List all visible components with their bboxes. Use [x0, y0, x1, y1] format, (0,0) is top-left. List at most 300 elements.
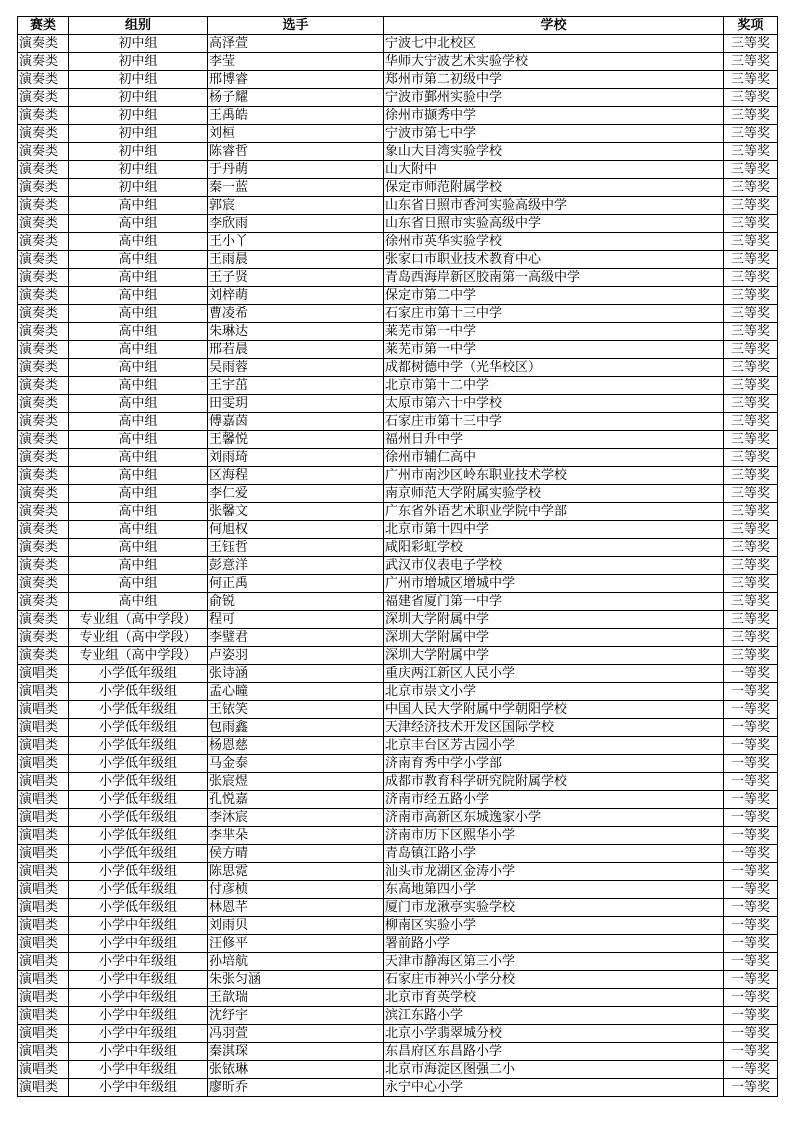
school-cell: 北京丰台区芳古园小学 — [384, 737, 724, 755]
group-cell: 专业组（高中学段） — [69, 611, 208, 629]
award-cell: 三等奖 — [724, 323, 778, 341]
school-cell: 张家口市职业技术教育中心 — [384, 251, 724, 269]
school-cell: 成都市教育科学研究院附属学校 — [384, 773, 724, 791]
table-row — [18, 899, 778, 917]
table-row — [18, 53, 778, 71]
group-cell: 高中组 — [69, 377, 208, 395]
award-cell: 三等奖 — [724, 485, 778, 503]
player-cell: 王宇茁 — [208, 377, 384, 395]
school-cell: 福建省厦门第一中学 — [384, 593, 724, 611]
group-cell: 初中组 — [69, 179, 208, 197]
table-row — [18, 251, 778, 269]
category-cell: 演奏类 — [18, 179, 69, 197]
group-cell: 小学低年级组 — [69, 719, 208, 737]
table-body — [18, 35, 778, 1097]
table-row — [18, 701, 778, 719]
category-cell: 演奏类 — [18, 89, 69, 107]
group-cell: 小学中年级组 — [69, 971, 208, 989]
school-cell: 山大附中 — [384, 161, 724, 179]
group-cell: 小学中年级组 — [69, 1079, 208, 1097]
school-cell: 广州市增城区增城中学 — [384, 575, 724, 593]
award-cell: 三等奖 — [724, 593, 778, 611]
group-cell: 小学中年级组 — [69, 1061, 208, 1079]
table-row — [18, 359, 778, 377]
table-row — [18, 719, 778, 737]
table-row — [18, 395, 778, 413]
player-cell: 于丹萌 — [208, 161, 384, 179]
award-cell: 一等奖 — [724, 755, 778, 773]
school-cell: 东昌府区东昌路小学 — [384, 1043, 724, 1061]
school-cell: 天津市静海区第三小学 — [384, 953, 724, 971]
table-row — [18, 341, 778, 359]
category-cell: 演奏类 — [18, 233, 69, 251]
player-cell: 陈思霓 — [208, 863, 384, 881]
group-cell: 高中组 — [69, 341, 208, 359]
group-cell: 小学低年级组 — [69, 773, 208, 791]
category-cell: 演奏类 — [18, 521, 69, 539]
table-row — [18, 35, 778, 53]
category-cell: 演唱类 — [18, 665, 69, 683]
category-cell: 演奏类 — [18, 647, 69, 665]
award-cell: 三等奖 — [724, 89, 778, 107]
school-cell: 济南市历下区熙华小学 — [384, 827, 724, 845]
school-cell: 滨江东路小学 — [384, 1007, 724, 1025]
player-cell: 孟心瞳 — [208, 683, 384, 701]
player-cell: 汪修平 — [208, 935, 384, 953]
school-cell: 莱芜市第一中学 — [384, 323, 724, 341]
table-row — [18, 845, 778, 863]
player-cell: 刘桓 — [208, 125, 384, 143]
category-cell: 演唱类 — [18, 863, 69, 881]
player-cell: 刘雨贝 — [208, 917, 384, 935]
table-row — [18, 557, 778, 575]
player-cell: 王铱笑 — [208, 701, 384, 719]
award-cell: 一等奖 — [724, 827, 778, 845]
group-cell: 高中组 — [69, 359, 208, 377]
group-cell: 高中组 — [69, 521, 208, 539]
table-row — [18, 809, 778, 827]
table-row — [18, 161, 778, 179]
group-cell: 小学低年级组 — [69, 827, 208, 845]
header-award: 奖项 — [724, 17, 778, 35]
award-cell: 一等奖 — [724, 881, 778, 899]
category-cell: 演唱类 — [18, 683, 69, 701]
award-cell: 三等奖 — [724, 503, 778, 521]
school-cell: 徐州市撷秀中学 — [384, 107, 724, 125]
player-cell: 俞锐 — [208, 593, 384, 611]
school-cell: 青岛镇江路小学 — [384, 845, 724, 863]
player-cell: 刘梓萌 — [208, 287, 384, 305]
award-cell: 一等奖 — [724, 1007, 778, 1025]
school-cell: 华师大宁波艺术实验学校 — [384, 53, 724, 71]
group-cell: 高中组 — [69, 251, 208, 269]
award-cell: 一等奖 — [724, 809, 778, 827]
group-cell: 小学中年级组 — [69, 935, 208, 953]
table-row — [18, 683, 778, 701]
player-cell: 吴雨蓉 — [208, 359, 384, 377]
table-row — [18, 737, 778, 755]
table-row — [18, 647, 778, 665]
group-cell: 初中组 — [69, 71, 208, 89]
table-row — [18, 593, 778, 611]
category-cell: 演奏类 — [18, 53, 69, 71]
group-cell: 初中组 — [69, 35, 208, 53]
award-cell: 一等奖 — [724, 1025, 778, 1043]
table-row — [18, 107, 778, 125]
group-cell: 小学中年级组 — [69, 1025, 208, 1043]
group-cell: 小学低年级组 — [69, 755, 208, 773]
player-cell: 王子贤 — [208, 269, 384, 287]
school-cell: 北京市育英学校 — [384, 989, 724, 1007]
player-cell: 杨子耀 — [208, 89, 384, 107]
award-cell: 一等奖 — [724, 719, 778, 737]
category-cell: 演唱类 — [18, 827, 69, 845]
table-row — [18, 413, 778, 431]
player-cell: 张宸煜 — [208, 773, 384, 791]
award-cell: 一等奖 — [724, 1079, 778, 1097]
school-cell: 济南市经五路小学 — [384, 791, 724, 809]
category-cell: 演唱类 — [18, 719, 69, 737]
school-cell: 重庆两江新区人民小学 — [384, 665, 724, 683]
award-cell: 三等奖 — [724, 125, 778, 143]
player-cell: 李仁爱 — [208, 485, 384, 503]
group-cell: 初中组 — [69, 53, 208, 71]
award-cell: 三等奖 — [724, 179, 778, 197]
group-cell: 高中组 — [69, 557, 208, 575]
table-row — [18, 503, 778, 521]
award-cell: 三等奖 — [724, 251, 778, 269]
player-cell: 曹凌希 — [208, 305, 384, 323]
player-cell: 李欣雨 — [208, 215, 384, 233]
table-row — [18, 539, 778, 557]
award-cell: 三等奖 — [724, 35, 778, 53]
award-cell: 三等奖 — [724, 197, 778, 215]
category-cell: 演唱类 — [18, 881, 69, 899]
category-cell: 演唱类 — [18, 1025, 69, 1043]
category-cell: 演唱类 — [18, 845, 69, 863]
group-cell: 高中组 — [69, 233, 208, 251]
award-cell: 三等奖 — [724, 395, 778, 413]
category-cell: 演奏类 — [18, 251, 69, 269]
school-cell: 北京小学翡翠城分校 — [384, 1025, 724, 1043]
award-cell: 一等奖 — [724, 737, 778, 755]
school-cell: 厦门市龙湫亭实验学校 — [384, 899, 724, 917]
award-cell: 三等奖 — [724, 647, 778, 665]
player-cell: 秦一蓝 — [208, 179, 384, 197]
table-row — [18, 179, 778, 197]
school-cell: 石家庄市第十三中学 — [384, 305, 724, 323]
school-cell: 宁波市第七中学 — [384, 125, 724, 143]
table-row — [18, 143, 778, 161]
player-cell: 李沐宸 — [208, 809, 384, 827]
category-cell: 演唱类 — [18, 773, 69, 791]
table-row — [18, 521, 778, 539]
player-cell: 刘雨琦 — [208, 449, 384, 467]
table-row — [18, 863, 778, 881]
award-cell: 三等奖 — [724, 557, 778, 575]
award-cell: 一等奖 — [724, 989, 778, 1007]
table-row — [18, 575, 778, 593]
group-cell: 高中组 — [69, 503, 208, 521]
category-cell: 演唱类 — [18, 935, 69, 953]
group-cell: 初中组 — [69, 125, 208, 143]
player-cell: 程可 — [208, 611, 384, 629]
award-cell: 一等奖 — [724, 665, 778, 683]
category-cell: 演奏类 — [18, 395, 69, 413]
table-row — [18, 953, 778, 971]
player-cell: 沈纾宇 — [208, 1007, 384, 1025]
table-row — [18, 755, 778, 773]
player-cell: 杨恩慈 — [208, 737, 384, 755]
category-cell: 演奏类 — [18, 197, 69, 215]
school-cell: 咸阳彩虹学校 — [384, 539, 724, 557]
group-cell: 小学低年级组 — [69, 701, 208, 719]
table-row — [18, 89, 778, 107]
header-school: 学校 — [384, 17, 724, 35]
table-header — [18, 17, 778, 35]
category-cell: 演唱类 — [18, 737, 69, 755]
group-cell: 高中组 — [69, 215, 208, 233]
table-row — [18, 125, 778, 143]
player-cell: 廖昕乔 — [208, 1079, 384, 1097]
category-cell: 演奏类 — [18, 323, 69, 341]
group-cell: 高中组 — [69, 197, 208, 215]
group-cell: 小学低年级组 — [69, 863, 208, 881]
category-cell: 演奏类 — [18, 593, 69, 611]
category-cell: 演奏类 — [18, 35, 69, 53]
school-cell: 汕头市龙湖区金涛小学 — [384, 863, 724, 881]
player-cell: 邢若晨 — [208, 341, 384, 359]
player-cell: 马金泰 — [208, 755, 384, 773]
table-row — [18, 629, 778, 647]
school-cell: 武汉市仪表电子学校 — [384, 557, 724, 575]
player-cell: 王禹皓 — [208, 107, 384, 125]
award-cell: 三等奖 — [724, 305, 778, 323]
table-row — [18, 1079, 778, 1097]
player-cell: 彭意洋 — [208, 557, 384, 575]
group-cell: 高中组 — [69, 449, 208, 467]
category-cell: 演奏类 — [18, 161, 69, 179]
award-cell: 三等奖 — [724, 575, 778, 593]
award-cell: 一等奖 — [724, 899, 778, 917]
table-row — [18, 971, 778, 989]
table-row — [18, 71, 778, 89]
player-cell: 张铱琳 — [208, 1061, 384, 1079]
school-cell: 山东省日照市香河实验高级中学 — [384, 197, 724, 215]
school-cell: 深圳大学附属中学 — [384, 629, 724, 647]
table-row — [18, 305, 778, 323]
award-cell: 三等奖 — [724, 377, 778, 395]
category-cell: 演奏类 — [18, 503, 69, 521]
school-cell: 深圳大学附属中学 — [384, 611, 724, 629]
table-row — [18, 233, 778, 251]
school-cell: 石家庄市神兴小学分校 — [384, 971, 724, 989]
category-cell: 演奏类 — [18, 557, 69, 575]
school-cell: 青岛西海岸新区胶南第一高级中学 — [384, 269, 724, 287]
header-row — [18, 17, 778, 35]
group-cell: 高中组 — [69, 413, 208, 431]
group-cell: 高中组 — [69, 467, 208, 485]
category-cell: 演奏类 — [18, 143, 69, 161]
school-cell: 福州日升中学 — [384, 431, 724, 449]
table-row — [18, 215, 778, 233]
table-row — [18, 197, 778, 215]
category-cell: 演唱类 — [18, 701, 69, 719]
group-cell: 高中组 — [69, 305, 208, 323]
group-cell: 小学低年级组 — [69, 809, 208, 827]
player-cell: 何旭权 — [208, 521, 384, 539]
award-cell: 一等奖 — [724, 773, 778, 791]
school-cell: 宁波市鄞州实验中学 — [384, 89, 724, 107]
school-cell: 石家庄市第十三中学 — [384, 413, 724, 431]
award-cell: 一等奖 — [724, 683, 778, 701]
school-cell: 广州市南沙区岭东职业技术学校 — [384, 467, 724, 485]
group-cell: 高中组 — [69, 287, 208, 305]
category-cell: 演奏类 — [18, 359, 69, 377]
group-cell: 高中组 — [69, 575, 208, 593]
award-cell: 一等奖 — [724, 935, 778, 953]
results-table — [17, 16, 778, 1097]
table-row — [18, 881, 778, 899]
group-cell: 小学中年级组 — [69, 917, 208, 935]
award-cell: 三等奖 — [724, 359, 778, 377]
award-cell: 三等奖 — [724, 215, 778, 233]
category-cell: 演唱类 — [18, 971, 69, 989]
award-cell: 三等奖 — [724, 107, 778, 125]
award-cell: 一等奖 — [724, 791, 778, 809]
school-cell: 北京市海淀区图强二小 — [384, 1061, 724, 1079]
player-cell: 孔悦嘉 — [208, 791, 384, 809]
school-cell: 永宁中心小学 — [384, 1079, 724, 1097]
award-cell: 三等奖 — [724, 413, 778, 431]
table-row — [18, 611, 778, 629]
group-cell: 小学低年级组 — [69, 665, 208, 683]
table-row — [18, 431, 778, 449]
category-cell: 演唱类 — [18, 1061, 69, 1079]
player-cell: 林恩芊 — [208, 899, 384, 917]
category-cell: 演唱类 — [18, 1007, 69, 1025]
table-row — [18, 773, 778, 791]
player-cell: 朱张匀涵 — [208, 971, 384, 989]
player-cell: 付彦桢 — [208, 881, 384, 899]
category-cell: 演唱类 — [18, 1079, 69, 1097]
award-cell: 三等奖 — [724, 71, 778, 89]
school-cell: 济南市高新区东城逸家小学 — [384, 809, 724, 827]
category-cell: 演奏类 — [18, 431, 69, 449]
table-row — [18, 827, 778, 845]
group-cell: 专业组（高中学段） — [69, 629, 208, 647]
award-cell: 一等奖 — [724, 845, 778, 863]
player-cell: 朱琳达 — [208, 323, 384, 341]
school-cell: 深圳大学附属中学 — [384, 647, 724, 665]
group-cell: 小学中年级组 — [69, 1043, 208, 1061]
school-cell: 柳南区实验小学 — [384, 917, 724, 935]
school-cell: 北京市第十四中学 — [384, 521, 724, 539]
group-cell: 小学低年级组 — [69, 845, 208, 863]
award-cell: 一等奖 — [724, 1043, 778, 1061]
player-cell: 邢博睿 — [208, 71, 384, 89]
award-cell: 三等奖 — [724, 287, 778, 305]
table-row — [18, 665, 778, 683]
group-cell: 小学中年级组 — [69, 953, 208, 971]
player-cell: 卢姿羽 — [208, 647, 384, 665]
player-cell: 秦淇琛 — [208, 1043, 384, 1061]
table-row — [18, 1007, 778, 1025]
player-cell: 王小丫 — [208, 233, 384, 251]
category-cell: 演奏类 — [18, 413, 69, 431]
school-cell: 北京市崇文小学 — [384, 683, 724, 701]
school-cell: 保定市师范附属学校 — [384, 179, 724, 197]
category-cell: 演唱类 — [18, 791, 69, 809]
category-cell: 演奏类 — [18, 629, 69, 647]
group-cell: 高中组 — [69, 395, 208, 413]
group-cell: 初中组 — [69, 89, 208, 107]
table-row — [18, 1061, 778, 1079]
category-cell: 演奏类 — [18, 611, 69, 629]
category-cell: 演奏类 — [18, 467, 69, 485]
table-row — [18, 287, 778, 305]
player-cell: 张诗涵 — [208, 665, 384, 683]
award-cell: 三等奖 — [724, 611, 778, 629]
category-cell: 演唱类 — [18, 917, 69, 935]
player-cell: 包雨鑫 — [208, 719, 384, 737]
category-cell: 演奏类 — [18, 305, 69, 323]
category-cell: 演奏类 — [18, 539, 69, 557]
table-row — [18, 917, 778, 935]
group-cell: 高中组 — [69, 539, 208, 557]
school-cell: 太原市第六十中学校 — [384, 395, 724, 413]
school-cell: 北京市第十二中学 — [384, 377, 724, 395]
player-cell: 王雨晨 — [208, 251, 384, 269]
category-cell: 演奏类 — [18, 287, 69, 305]
group-cell: 小学低年级组 — [69, 737, 208, 755]
group-cell: 小学低年级组 — [69, 899, 208, 917]
award-cell: 三等奖 — [724, 233, 778, 251]
player-cell: 区海程 — [208, 467, 384, 485]
category-cell: 演唱类 — [18, 989, 69, 1007]
category-cell: 演唱类 — [18, 1043, 69, 1061]
table-row — [18, 989, 778, 1007]
school-cell: 天津经济技术开发区国际学校 — [384, 719, 724, 737]
group-cell: 高中组 — [69, 485, 208, 503]
award-cell: 三等奖 — [724, 467, 778, 485]
group-cell: 初中组 — [69, 107, 208, 125]
school-cell: 郑州市第二初级中学 — [384, 71, 724, 89]
award-cell: 三等奖 — [724, 53, 778, 71]
group-cell: 小学低年级组 — [69, 881, 208, 899]
school-cell: 成都树德中学（光华校区） — [384, 359, 724, 377]
category-cell: 演唱类 — [18, 899, 69, 917]
category-cell: 演唱类 — [18, 755, 69, 773]
category-cell: 演唱类 — [18, 809, 69, 827]
player-cell: 陈睿哲 — [208, 143, 384, 161]
school-cell: 东高地第四小学 — [384, 881, 724, 899]
group-cell: 高中组 — [69, 593, 208, 611]
school-cell: 徐州市辅仁高中 — [384, 449, 724, 467]
player-cell: 李璧君 — [208, 629, 384, 647]
school-cell: 南京师范大学附属实验学校 — [384, 485, 724, 503]
player-cell: 孙培航 — [208, 953, 384, 971]
award-cell: 三等奖 — [724, 269, 778, 287]
player-cell: 李芈朵 — [208, 827, 384, 845]
school-cell: 中国人民大学附属中学朝阳学校 — [384, 701, 724, 719]
category-cell: 演奏类 — [18, 215, 69, 233]
school-cell: 山东省日照市实验高级中学 — [384, 215, 724, 233]
table-row — [18, 377, 778, 395]
award-cell: 一等奖 — [724, 917, 778, 935]
group-cell: 高中组 — [69, 431, 208, 449]
group-cell: 初中组 — [69, 143, 208, 161]
